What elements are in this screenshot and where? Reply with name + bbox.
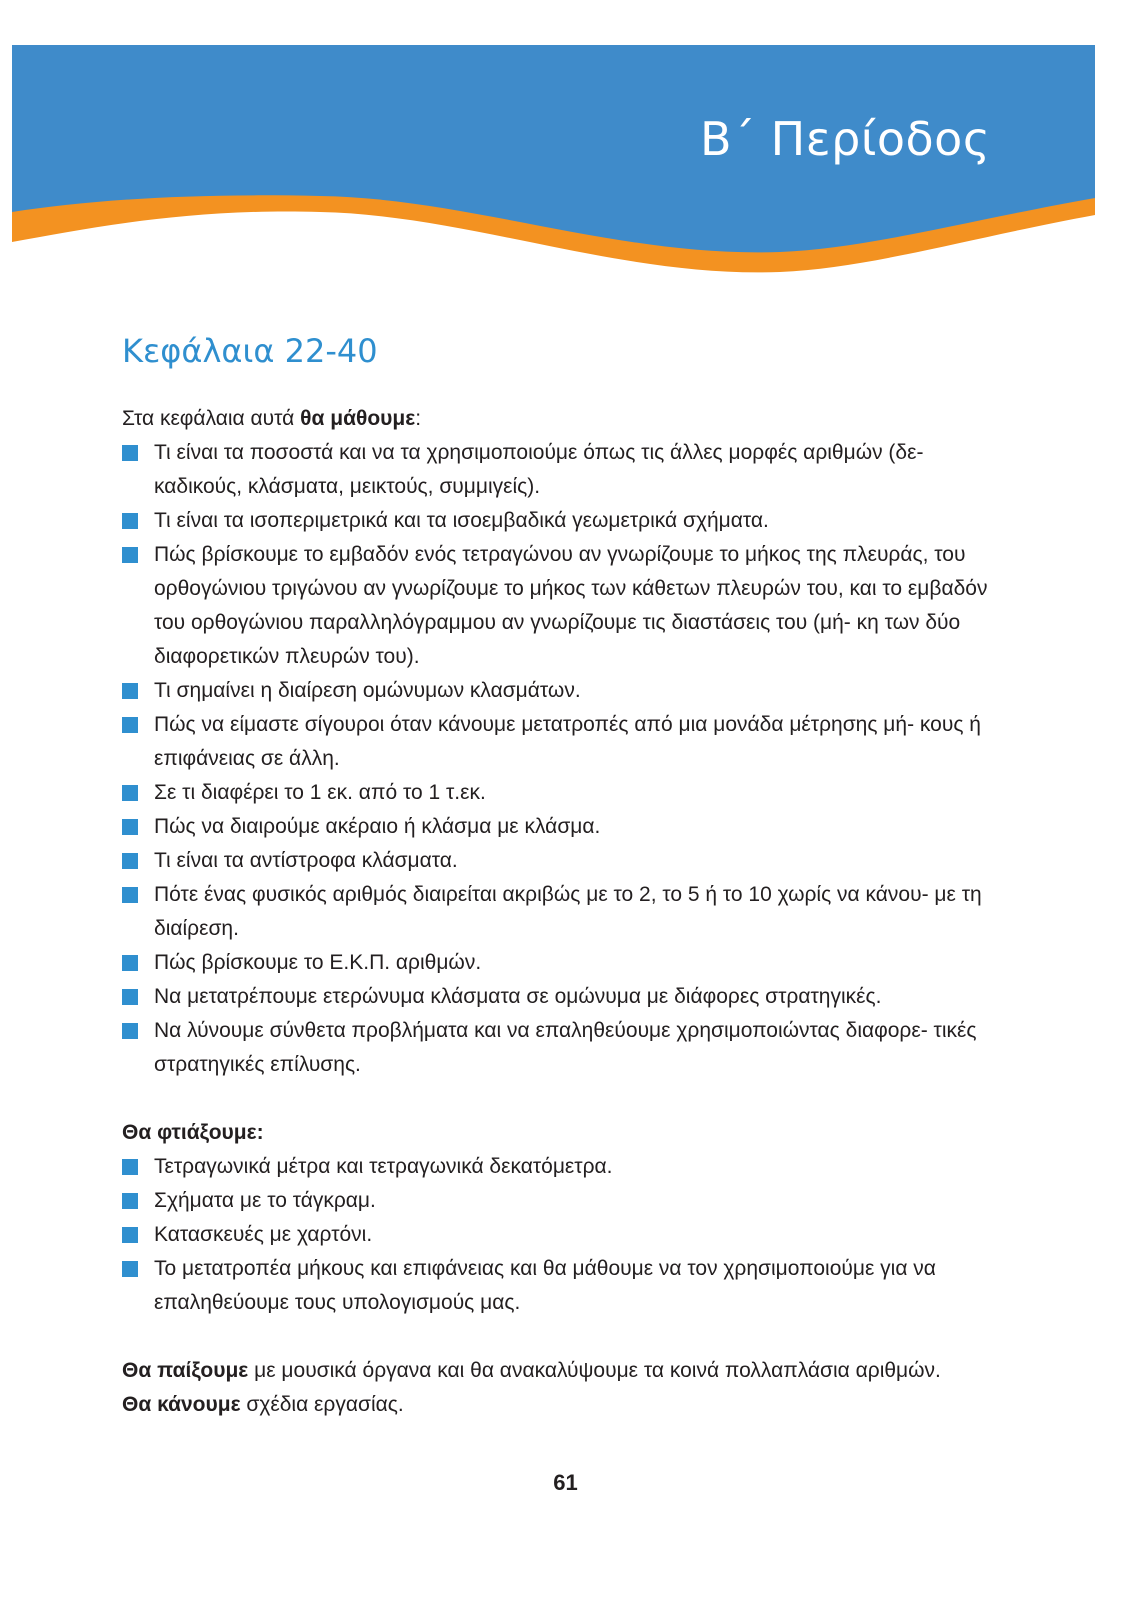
square-bullet-icon — [122, 1261, 138, 1277]
square-bullet-icon — [122, 683, 138, 699]
list-item: Κατασκευές με χαρτόνι. — [122, 1218, 1012, 1252]
main-content — [122, 402, 1012, 1422]
learn-list — [122, 436, 1012, 1082]
list-item: Σε τι διαφέρει το 1 εκ. από το 1 τ.εκ. — [122, 776, 1012, 810]
list-item: Πώς βρίσκουμε το Ε.Κ.Π. αριθμών. — [122, 946, 1012, 980]
list-item: Τι είναι τα ισοπεριμετρικά και τα ισοεμβαδικά γεωμετρικά σχήματα. — [122, 504, 1012, 538]
list-item: Να μετατρέπουμε ετερώνυμα κλάσματα σε ομώνυμα με διάφορες στρατηγικές. — [122, 980, 1012, 1014]
square-bullet-icon — [122, 717, 138, 733]
list-item: Τι είναι τα αντίστροφα κλάσματα. — [122, 844, 1012, 878]
list-item: Πώς να διαιρούμε ακέραιο ή κλάσμα με κλάσμα. — [122, 810, 1012, 844]
square-bullet-icon — [122, 887, 138, 903]
do-sentence: Θα κάνουμε σχέδια εργασίας. — [122, 1393, 404, 1416]
list-item: Σχήματα με το τάγκραμ. — [122, 1184, 1012, 1218]
make-heading: Θα φτιάξουμε: — [122, 1121, 264, 1144]
list-item: Τι είναι τα ποσοστά και να τα χρησιμοποιούμε όπως τις άλλες μορφές αριθμών (δε- καδικούς, κλάσματα, μεικτούς, συμμιγείς). — [122, 436, 1012, 504]
list-item: Πώς βρίσκουμε το εμβαδόν ενός τετραγώνου αν γνωρίζουμε το μήκος της πλευράς, του ορθογώνιου τριγώνου αν γνωρίζουμε το μήκος των κάθετων πλευρών του, και το εμβαδόν του ορθογώνιου παραλληλόγραμμου αν γνωρίζουμε τις διαστάσεις του (μή- κη των δύο διαφορετικών πλευρών του). — [122, 538, 1012, 674]
chapter-title: Κεφάλαια 22-40 — [122, 332, 378, 370]
square-bullet-icon — [122, 785, 138, 801]
period-title: Β΄ Περίοδος — [700, 112, 991, 166]
list-item: Να λύνουμε σύνθετα προβλήματα και να επαληθεύουμε χρησιμοποιώντας διαφορε- τικές στρατηγικές επίλυσης. — [122, 1014, 1012, 1082]
square-bullet-icon — [122, 1023, 138, 1039]
page-number: 61 — [553, 1470, 578, 1495]
list-item: Το μετατροπέα μήκους και επιφάνειας και θα μάθουμε να τον χρησιμοποιούμε για να επαληθεύουμε τους υπολογισμούς μας. — [122, 1252, 1012, 1320]
square-bullet-icon — [122, 989, 138, 1005]
section-spacer — [122, 1082, 1012, 1116]
square-bullet-icon — [122, 1227, 138, 1243]
learn-intro: Στα κεφάλαια αυτά θα μάθουμε: — [122, 407, 422, 430]
list-item: Πότε ένας φυσικός αριθμός διαιρείται ακριβώς με το 2, το 5 ή το 10 χωρίς να κάνου- με τη διαίρεση. — [122, 878, 1012, 946]
square-bullet-icon — [122, 547, 138, 563]
square-bullet-icon — [122, 853, 138, 869]
square-bullet-icon — [122, 1193, 138, 1209]
make-list — [122, 1150, 1012, 1320]
play-sentence: Θα παίξουμε με μουσικά όργανα και θα ανακαλύψουμε τα κοινά πολλαπλάσια αριθμών. — [122, 1359, 941, 1382]
learn-intro-emphasis: θα μάθουμε — [300, 407, 416, 430]
section-spacer — [122, 1320, 1012, 1354]
square-bullet-icon — [122, 445, 138, 461]
square-bullet-icon — [122, 1159, 138, 1175]
list-item: Τετραγωνικά μέτρα και τετραγωνικά δεκατόμετρα. — [122, 1150, 1012, 1184]
square-bullet-icon — [122, 955, 138, 971]
square-bullet-icon — [122, 513, 138, 529]
list-item: Τι σημαίνει η διαίρεση ομώνυμων κλασμάτων. — [122, 674, 1012, 708]
square-bullet-icon — [122, 819, 138, 835]
list-item: Πώς να είμαστε σίγουροι όταν κάνουμε μετατροπές από μια μονάδα μέτρησης μή- κους ή επιφάνειας σε άλλη. — [122, 708, 1012, 776]
